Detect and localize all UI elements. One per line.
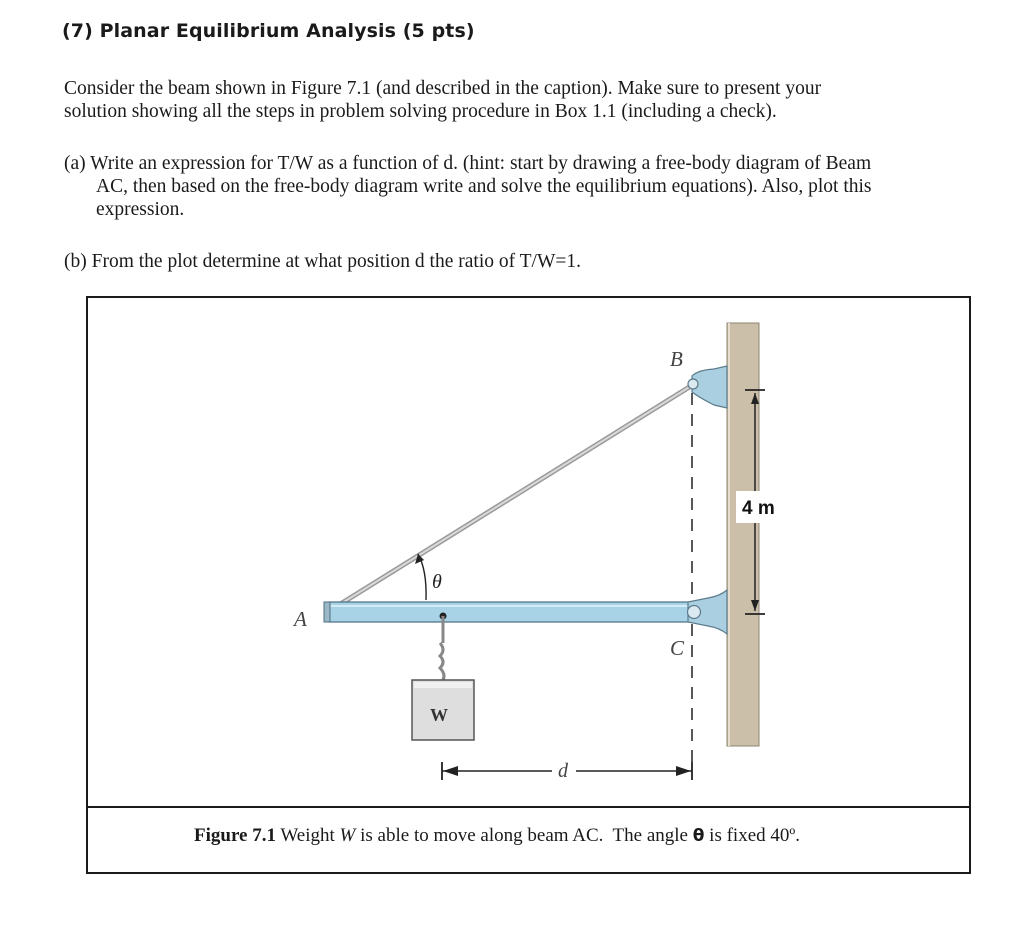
wall: [727, 323, 759, 746]
caption-text-2: is able to move along beam AC. The angle: [355, 825, 693, 846]
problem-heading: (7) Planar Equilibrium Analysis (5 pts): [62, 20, 475, 42]
caption-figure-label: Figure 7.1: [194, 825, 276, 846]
beam-diagram: [88, 298, 969, 806]
caption-w: W: [339, 825, 356, 846]
caption-text-1: Weight: [275, 825, 340, 846]
part-a-line-1: (a) Write an expression for T/W as a function of d. (hint: start by drawing a free-body diagram of Beam: [64, 153, 872, 174]
caption-text-3: is fixed 40º.: [704, 825, 801, 846]
caption-theta: θ: [692, 826, 705, 846]
label-height: 4 m: [742, 498, 775, 519]
label-distance: d: [558, 760, 568, 782]
part-a-line-2: AC, then based on the free-body diagram write and solve the equilibrium equations). Also, plot this: [96, 176, 872, 197]
part-a-paragraph: [64, 152, 964, 221]
label-c: C: [670, 636, 685, 660]
part-a-line-3: expression.: [96, 199, 185, 220]
figure-frame: [86, 296, 971, 874]
caption-row: [88, 806, 969, 874]
part-b-paragraph: [64, 250, 964, 273]
intro-paragraph: [64, 77, 964, 123]
figure-caption: [194, 825, 800, 847]
part-b-line: (b) From the plot determine at what position d the ratio of T/W=1.: [64, 251, 581, 272]
label-a: A: [294, 607, 307, 631]
label-b: B: [670, 347, 683, 371]
intro-line-1: Consider the beam shown in Figure 7.1 (and described in the caption). Make sure to present your: [64, 78, 822, 99]
label-weight: W: [430, 705, 448, 725]
intro-line-2: solution showing all the steps in problem solving procedure in Box 1.1 (including a check).: [64, 101, 777, 122]
label-theta: θ: [432, 571, 442, 593]
